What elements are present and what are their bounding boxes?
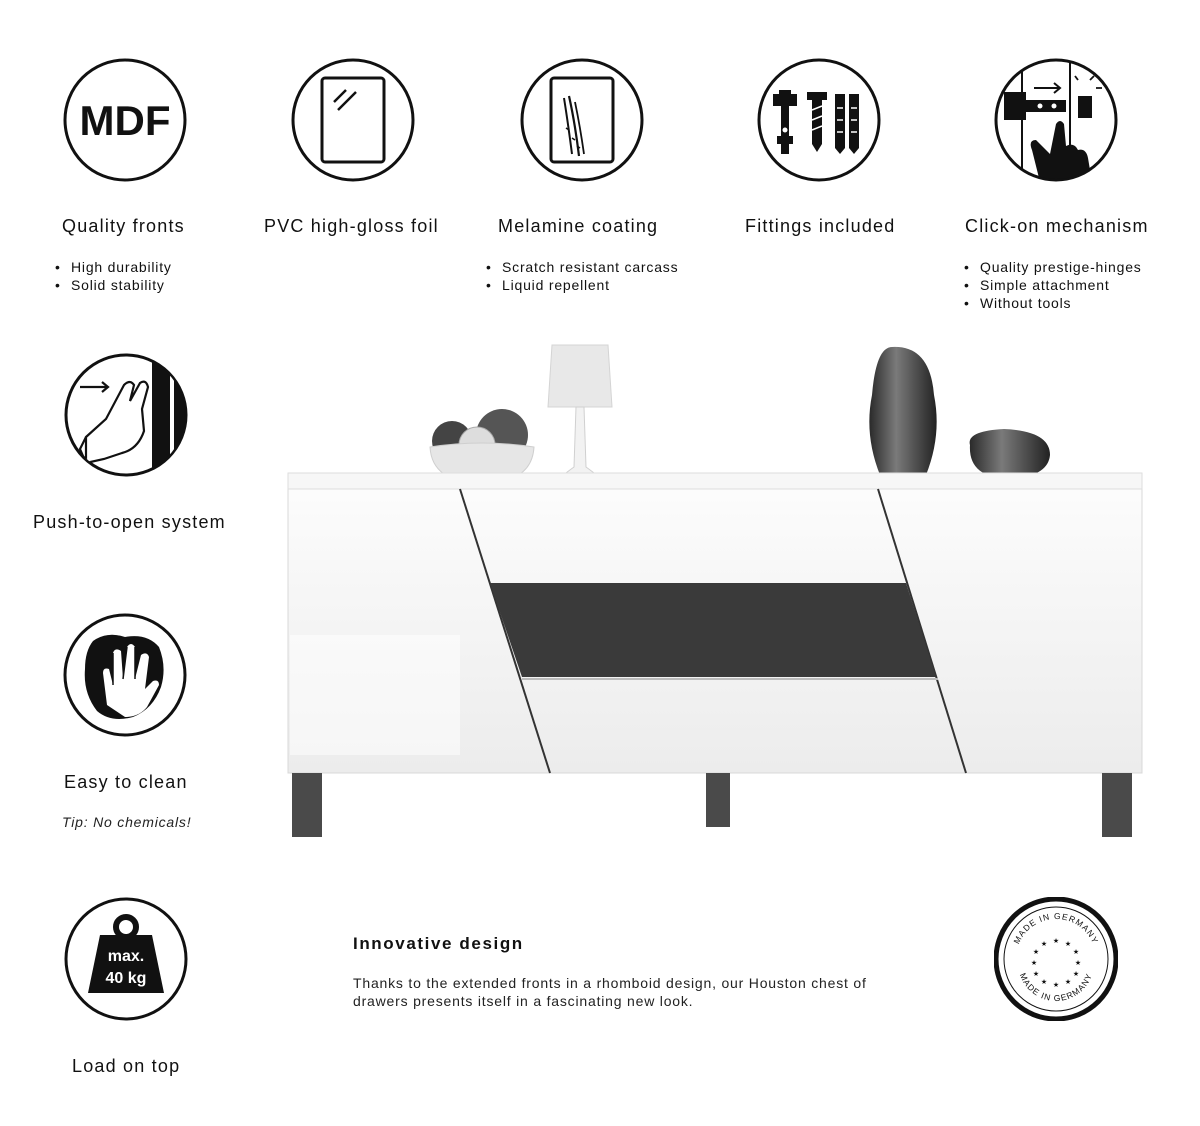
feature-title-quality-fronts: Quality fronts bbox=[62, 216, 185, 236]
mdf-icon bbox=[63, 58, 187, 182]
decor-lamp bbox=[548, 345, 612, 481]
list-item: • Without tools bbox=[964, 294, 1142, 312]
feature-bullets-quality-fronts bbox=[55, 258, 172, 294]
weight-icon bbox=[64, 897, 188, 1021]
svg-text:★: ★ bbox=[1032, 970, 1040, 978]
svg-text:MADE IN GERMANY: MADE IN GERMANY bbox=[1011, 910, 1101, 946]
svg-text:★: ★ bbox=[1040, 940, 1048, 948]
list-item: • Scratch resistant carcass bbox=[486, 258, 678, 276]
scratch-panel-icon bbox=[520, 58, 644, 182]
svg-text:★: ★ bbox=[1064, 940, 1072, 948]
svg-text:★: ★ bbox=[1072, 970, 1080, 978]
svg-text:MADE IN GERMANY: MADE IN GERMANY bbox=[1017, 971, 1095, 1004]
svg-text:★: ★ bbox=[1074, 959, 1082, 967]
svg-text:★: ★ bbox=[1032, 948, 1040, 956]
list-item: • High durability bbox=[55, 258, 172, 276]
glossy-panel-icon bbox=[291, 58, 415, 182]
feature-title-load: Load on top bbox=[72, 1056, 181, 1076]
svg-text:★: ★ bbox=[1072, 948, 1080, 956]
design-body: Thanks to the extended fronts in a rhomboid design, our Houston chest of drawers presents itself in a fascinating new look. bbox=[353, 975, 867, 1009]
feature-bullets-melamine bbox=[486, 258, 678, 294]
feature-bullets-click-on bbox=[964, 258, 1142, 312]
fittings-icon bbox=[757, 58, 881, 182]
feature-title-click-on: Click-on mechanism bbox=[965, 216, 1149, 236]
svg-text:★: ★ bbox=[1052, 981, 1060, 989]
made-in-germany-seal bbox=[994, 897, 1118, 1021]
svg-text:MDF: MDF bbox=[79, 97, 171, 144]
svg-text:★: ★ bbox=[1040, 978, 1048, 986]
svg-text:40 kg: 40 kg bbox=[105, 970, 147, 987]
feature-title-easy-clean: Easy to clean bbox=[64, 772, 188, 792]
svg-text:★: ★ bbox=[1064, 978, 1072, 986]
feature-title-fittings: Fittings included bbox=[745, 216, 896, 236]
svg-text:★: ★ bbox=[1052, 937, 1060, 945]
feature-title-pvc-foil: PVC high-gloss foil bbox=[264, 216, 439, 236]
svg-text:max.: max. bbox=[107, 948, 145, 965]
cleaning-hand-icon bbox=[63, 613, 187, 737]
svg-text:★: ★ bbox=[1030, 959, 1038, 967]
hinge-click-icon bbox=[994, 58, 1118, 182]
list-item: • Liquid repellent bbox=[486, 276, 678, 294]
design-title: Innovative design bbox=[353, 934, 524, 953]
list-item: • Simple attachment bbox=[964, 276, 1142, 294]
list-item: • Quality prestige-hinges bbox=[964, 258, 1142, 276]
decor-vase bbox=[869, 347, 936, 475]
push-open-icon bbox=[64, 353, 188, 477]
clean-tip: Tip: No chemicals! bbox=[62, 814, 192, 830]
feature-title-push-to-open: Push-to-open system bbox=[33, 512, 226, 532]
feature-title-melamine: Melamine coating bbox=[498, 216, 659, 236]
sideboard-illustration bbox=[280, 335, 1150, 845]
decor-round-vase bbox=[970, 429, 1050, 479]
decor-bowl bbox=[430, 409, 534, 483]
list-item: • Solid stability bbox=[55, 276, 172, 294]
